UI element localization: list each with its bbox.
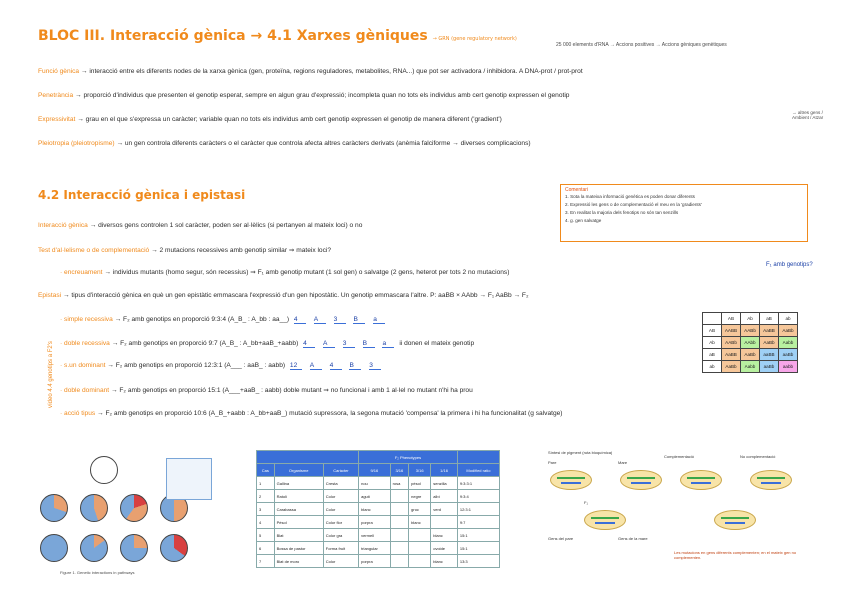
comment-row: 1. Sota la mateixa informació genètica es poden donar diferents <box>565 194 695 199</box>
punnett-cell: AaBb <box>760 337 779 349</box>
table-header-row <box>257 464 500 477</box>
table-cell: vermell <box>359 529 390 542</box>
pie-icon <box>80 534 108 562</box>
table-cell: 9:7 <box>457 516 499 529</box>
blank: A <box>323 340 335 348</box>
table-cell: verd <box>431 503 458 516</box>
f2-note: F₁ amb genotips? <box>766 262 813 268</box>
diagram-label: Gens de la mare <box>618 536 648 541</box>
definition-key: Interacció gènica <box>38 222 88 229</box>
punnett-cell: Aabb <box>779 337 798 349</box>
case-key: · acció tipus <box>60 410 96 417</box>
punnett-row <box>703 361 798 373</box>
case-text: → F₂ amb genotips en proporció 12:3:1 (A___ : aaB_ : aabb) <box>107 362 286 369</box>
table-cell: agutí <box>359 490 390 503</box>
punnett-cell: AaBb <box>741 349 760 361</box>
case-tail: ii donen el mateix genotip <box>399 340 475 347</box>
table-cell <box>409 542 431 555</box>
definition-row <box>38 222 558 229</box>
diagram-label: Gens del pare <box>548 536 574 541</box>
comments-title: Comentari <box>565 187 589 193</box>
punnett-cell: aB <box>760 313 779 325</box>
definition-key: Penetrància <box>38 92 74 99</box>
pie-icon <box>40 494 68 522</box>
table-cell: Color gra <box>323 529 358 542</box>
punnett-cell: aaBb <box>779 349 798 361</box>
table-row <box>257 542 500 555</box>
table-cell: Color <box>323 503 358 516</box>
cell-icon <box>620 470 662 490</box>
table-cell: 1 <box>257 477 275 490</box>
table-cell: 5 <box>257 529 275 542</box>
diagram-label: Pare <box>548 460 557 465</box>
table-cell: Blat de moro <box>274 555 323 568</box>
table-cell <box>390 555 409 568</box>
punnett-cell: Ab <box>741 313 760 325</box>
table-cell: 9:3:3:1 <box>457 477 499 490</box>
case-row <box>60 362 384 370</box>
table-cell: 2 <box>257 490 275 503</box>
case-key: · s.un dominant <box>60 362 106 369</box>
table-row <box>257 477 500 490</box>
case-key: · doble recessiva <box>60 340 110 347</box>
blank: 4 <box>303 340 315 348</box>
table-cell: Pèsol <box>274 516 323 529</box>
table-cell: Bossa de pastor <box>274 542 323 555</box>
title-subtitle: → GRN (gene regulatory network) <box>432 36 517 42</box>
definition-key: Test d'al·lelisme o de complementació <box>38 247 150 254</box>
table-cell: Ratolí <box>274 490 323 503</box>
case-row <box>60 410 820 417</box>
blank: A <box>314 316 326 324</box>
definition-key: Pleiotropia (pleiotropisme) <box>38 140 115 147</box>
definition-text: → diversos gens controlen 1 sol caràcter, poden ser al·lèlics (si pertanyen al mateix loci) o no <box>89 222 363 229</box>
punnett-cell: aB <box>703 349 722 361</box>
cell-icon <box>750 470 792 490</box>
column-header: 9/16 <box>359 464 390 477</box>
punnett-cell: AB <box>703 325 722 337</box>
table-cell <box>409 529 431 542</box>
case-row <box>60 316 388 324</box>
table-cell: Cresta <box>323 477 358 490</box>
table-cell: Gallina <box>274 477 323 490</box>
table-cell: blanc <box>431 555 458 568</box>
table-cell <box>390 490 409 503</box>
table-header-empty <box>457 451 499 464</box>
column-header: Caràcter <box>323 464 358 477</box>
table-cell: Color flor <box>323 516 358 529</box>
table-cell <box>409 555 431 568</box>
table-cell: 3 <box>257 503 275 516</box>
blank: 3 <box>343 340 355 348</box>
case-key: · doble dominant <box>60 387 110 394</box>
definition-key: Epistasi <box>38 292 62 299</box>
punnett-cell: AaBb <box>722 361 741 373</box>
table-cell: groc <box>409 503 431 516</box>
punnett-header-row <box>703 313 798 325</box>
side-note: → altres gens / Ambient / Atzar <box>792 110 824 120</box>
table-cell: porpra <box>359 555 390 568</box>
table-cell: 4 <box>257 516 275 529</box>
comments-box <box>560 184 808 242</box>
comment-row: 4. g. gen salvatge <box>565 218 602 223</box>
table-cell: albí <box>431 490 458 503</box>
definition-key: Expressivitat <box>38 116 76 123</box>
definition-key: Funció gènica <box>38 68 80 75</box>
pie-figure <box>36 452 216 580</box>
cell-icon <box>584 510 626 530</box>
pie-icon <box>80 494 108 522</box>
comment-row: 3. En realitat la majoria dels fenotips no són tan senzills <box>565 210 679 215</box>
cell-icon <box>714 510 756 530</box>
table-cell: blanc <box>409 516 431 529</box>
punnett-cell: AaBB <box>722 349 741 361</box>
table-cell: 6 <box>257 542 275 555</box>
ratios-table <box>256 450 500 568</box>
table-cell: senzilla <box>431 477 458 490</box>
diagram-label: No complementació <box>740 454 776 459</box>
table-group-row <box>257 451 500 464</box>
pie-icon <box>90 456 118 484</box>
punnett-cell: AB <box>722 313 741 325</box>
table-cell <box>390 529 409 542</box>
blank: 12 <box>290 362 302 370</box>
table-cell: pèsol <box>409 477 431 490</box>
column-header: 3/16 <box>390 464 409 477</box>
complementation-diagram <box>544 450 824 582</box>
punnett-cell: Ab <box>703 337 722 349</box>
legend-box <box>166 458 212 500</box>
blank: B <box>349 362 361 370</box>
punnett-cell <box>703 313 722 325</box>
definition-row <box>38 140 828 147</box>
table-cell: Blat <box>274 529 323 542</box>
definition-row <box>38 116 793 123</box>
blank: 4 <box>294 316 306 324</box>
definition-row <box>38 68 828 75</box>
table-row <box>257 490 500 503</box>
table-row <box>257 529 500 542</box>
table-cell <box>390 542 409 555</box>
blank: B <box>363 340 375 348</box>
blank: 4 <box>330 362 342 370</box>
definition-text: → tipus d'interacció gènica en què un gen epistàtic emmascara l'expressió d'un gen hipostàtic. Un genotip emmascara l'altre. P: aaBB × AAbb → F₁ AaBb → F₂ <box>62 292 529 299</box>
table-cell: Color <box>323 555 358 568</box>
diagram-label: Mare <box>618 460 628 465</box>
case-tail: doble mutant ⇒ no funcional i amb 1 al·lel no mutant n'hi ha prou <box>283 387 473 394</box>
definition-text: → 2 mutacions recessives amb genotip similar ⇒ mateix loci? <box>151 247 332 254</box>
table-row <box>257 516 500 529</box>
definition-text: → grau en el que s'expressa un caràcter; variable quan no tots els individus amb cert genotip expressen el genotip de manera diferent ('gradient') <box>77 116 502 123</box>
diagram-label: Complementació <box>664 454 695 459</box>
pie-icon <box>120 494 148 522</box>
cell-icon <box>680 470 722 490</box>
punnett-cell: AaBb <box>779 325 798 337</box>
table-cell <box>431 516 458 529</box>
table-cell: nou <box>359 477 390 490</box>
title-text: BLOC III. Interacció gènica → 4.1 Xarxes gèniques <box>38 28 428 44</box>
punnett-cell: ab <box>779 313 798 325</box>
table-group-header: F₂ Phenotypes <box>359 451 458 464</box>
table-cell: 13:3 <box>457 555 499 568</box>
definition-text: → individus mutants (homo segur, són recessius) ⇒ F₁ amb genotip mutant (1 sol gen) o salvatge (2 gens, heterot per tots 2 no mutacions) <box>104 269 510 276</box>
punnett-cell: aaBB <box>760 349 779 361</box>
table-cell: 9:3:4 <box>457 490 499 503</box>
definition-text: → proporció d'individus que presenten el genotip esperat, sempre en algun grau d'expressió; incompleta quan no tots els individus amb cert genotip expressen el genotip <box>75 92 570 99</box>
pie-icon <box>120 534 148 562</box>
table-cell: blanc <box>359 503 390 516</box>
table-header-empty <box>257 451 359 464</box>
case-text: → F₂ amb genotips en proporció 15:1 (A___+aaB_ : aabb) <box>110 387 282 394</box>
page-title <box>38 28 517 44</box>
column-header: Cas <box>257 464 275 477</box>
table-cell: 12:3:1 <box>457 503 499 516</box>
case-row <box>60 340 474 348</box>
table-cell: triangular <box>359 542 390 555</box>
definition-row <box>38 92 828 99</box>
table-cell <box>390 516 409 529</box>
definition-row <box>38 246 331 254</box>
table-cell: blanc <box>431 529 458 542</box>
column-header: Modified ratio <box>457 464 499 477</box>
punnett-cell: AABb <box>741 325 760 337</box>
table-row <box>257 555 500 568</box>
punnett-cell: Aabb <box>741 361 760 373</box>
table-row <box>257 503 500 516</box>
pie-icon <box>160 534 188 562</box>
definition-row <box>60 268 766 276</box>
table-cell: 7 <box>257 555 275 568</box>
table-cell <box>390 503 409 516</box>
column-header: Organisme <box>274 464 323 477</box>
case-text: → F₂ amb genotips en proporció 9:3:4 (A_B_ : A_bb : aa__) <box>114 316 290 323</box>
punnett-cell: AaBB <box>760 325 779 337</box>
diagram-label: F₁ <box>584 500 588 505</box>
definition-key: · encreuament <box>60 269 103 276</box>
definition-text: → interacció entre els diferents nodes de la xarxa gènica (gen, proteïna, regions reguladores, metabolites, RNA...) que pot ser activadora / inhibidora. A DNA-prot / prot-prot <box>80 68 583 75</box>
figure-caption: Figure 1. Genetic interactions in pathways <box>60 570 135 575</box>
blank: a <box>382 340 394 348</box>
blank: B <box>353 316 365 324</box>
punnett-cell: AABb <box>722 337 741 349</box>
blank: 3 <box>369 362 381 370</box>
table-cell: 15:1 <box>457 542 499 555</box>
comment-row: 2. Expressió les gens o de complementació el meu en la 'gradients' <box>565 202 702 207</box>
punnett-row <box>703 337 798 349</box>
table-cell: Color <box>323 490 358 503</box>
header-note: 25 000 elements d'RNA → Accions positives → Accions gèniques genètiques <box>556 42 727 48</box>
definition-row <box>38 292 778 299</box>
column-header: 1/16 <box>431 464 458 477</box>
table-cell: ovoide <box>431 542 458 555</box>
punnett-row <box>703 325 798 337</box>
blank: A <box>310 362 322 370</box>
table-cell: Forma fruit <box>323 542 358 555</box>
vertical-label: vídeo 4.4 genotips a F2's <box>48 341 54 408</box>
case-key: · simple recessiva <box>60 316 113 323</box>
blank: 3 <box>334 316 346 324</box>
table-cell: negre <box>409 490 431 503</box>
punnett-cell: aabb <box>779 361 798 373</box>
punnett-cell: aaBb <box>760 361 779 373</box>
table-cell: porpra <box>359 516 390 529</box>
punnett-row <box>703 349 798 361</box>
blank: a <box>373 316 385 324</box>
punnett-cell: ab <box>703 361 722 373</box>
case-text: → F₂ amb genotips en proporció 10:6 (A_B_+aabb : A_bb+aaB_) <box>97 410 288 417</box>
diagram-footnote: Les mutacions en gens diferents complementen; en el mateix gen no complementen. <box>674 550 797 560</box>
diagram-title: Síntesi de pigment (ruta bioquímica) <box>548 450 613 455</box>
punnett-cell: AABB <box>722 325 741 337</box>
column-header: 3/16 <box>409 464 431 477</box>
table-cell: 15:1 <box>457 529 499 542</box>
case-tail: mutació supressora, la segona mutació 'compensa' la primera i hi ha funcionalitat (g salvatge) <box>289 410 563 417</box>
cell-icon <box>550 470 592 490</box>
case-row <box>60 386 690 394</box>
table-cell: rosa <box>390 477 409 490</box>
case-text: → F₂ amb genotips en proporció 9:7 (A_B_ : A_bb+aaB_+aabb) <box>111 340 299 347</box>
punnett-cell: AAbb <box>741 337 760 349</box>
punnett-table <box>702 312 798 373</box>
definition-text: → un gen controla diferents caràcters o el caràcter que controla afecta altres caràcters derivats (anèmia falciforme → diverses complicacions) <box>116 140 531 147</box>
table-cell: Carabassa <box>274 503 323 516</box>
section-title: 4.2 Interacció gènica i epistasi <box>38 188 246 202</box>
pie-icon <box>40 534 68 562</box>
